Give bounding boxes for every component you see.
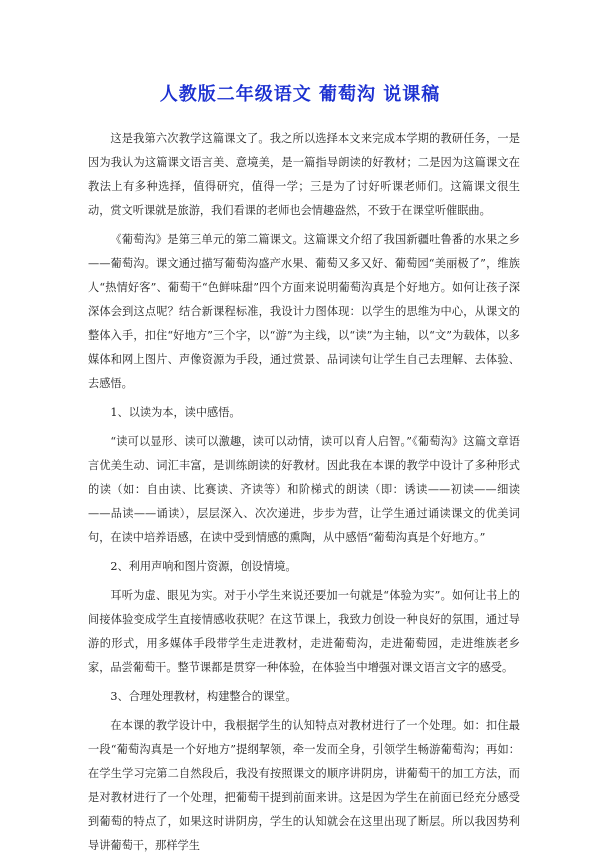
section-heading: 1、以读为本，读中感悟。: [110, 406, 241, 419]
paragraph: 《葡萄沟》是第三单元的第二篇课文。这篇课文介绍了我国新疆吐鲁番的水果之乡——葡萄沟。课文通过描写葡萄沟盛产水果、葡萄又多又好、葡萄园“美丽极了”，维族人“热情好客”、葡萄干“色鲜味甜”四个方面来说明葡萄沟真是个好地方。如何让孩子深深体会到这点呢？结合新课程标准，我设计力图体现：以学生的思维为中心，从课文的整体入手，扣住“好地方”三个字，以“游”为主线，以“读”为主轴，以“文”为载体，以多媒体和网上图片、声像资源为手段，通过赏景、品词读句让学生自己去理解、去体验、去感悟。: [88, 233, 520, 390]
paragraph: 耳听为虚、眼见为实。对于小学生来说还要加一句就是“体验为实”。如何让书上的间接体验变成学生直接情感收获呢？在这节课上，我致力创设一种良好的氛围，通过导游的形式，用多媒体手段带学生走进教材，走进葡萄沟，走进葡萄园，走进维族老乡家，品尝葡萄干。整节课都是贯穿一种体验，在体验当中增强对课文语言文字的感受。: [88, 589, 520, 674]
section-heading: 3、合理处理教材，构建整合的课堂。: [110, 690, 297, 703]
paragraph: 这是我第六次教学这篇课文了。我之所以选择本文来完成本学期的教研任务，一是因为我认为这篇课文语言美、意境美，是一篇指导朗读的好教材；二是因为这篇课文在教法上有多种选择，值得研究，值得一学；三是为了讨好听课老师们。这篇课文很生动，赏文听课就是旅游，我们看课的老师也会情趣盎然，不致于在课堂听催眠曲。: [88, 132, 520, 217]
page-title: 人教版二年级语文 葡萄沟 说课稿: [159, 84, 441, 105]
section-heading: 2、利用声响和图片资源，创设情境。: [110, 560, 297, 573]
paragraph: 在本课的教学设计中，我根据学生的认知特点对教材进行了一个处理。如：扣住最一段“葡萄沟真是一个好地方”提纲挈领，牵一发而全身，引领学生畅游葡萄沟；再如：在学生学习完第二自然段后，我没有按照课文的顺序讲阴房，讲葡萄干的加工方法，而是对教材进行了一个处理，把葡萄干提到前面来讲。这是因为学生在前面已经充分感受到葡萄的特点了，如果这时讲阴房，学生的认知就会在这里出现了断层。所以我因势利导讲葡萄干，那样学生: [88, 719, 520, 852]
paragraph: “读可以显形、读可以激趣，读可以动情，读可以育人启智。”《葡萄沟》这篇文章语言优美生动、词汇丰富，是训练朗读的好教材。因此我在本课的教学中设计了多种形式的读（如：自由读、比赛读、齐读等）和阶梯式的朗读（即：诱读——初读——细读——品读——诵读），层层深入、次次递进，步步为营，让学生通过诵读课文的优美词句，在读中培养语感，在读中受到情感的熏陶，从中感悟“葡萄沟真是个好地方。”: [88, 435, 520, 544]
document-body: [88, 127, 520, 858]
